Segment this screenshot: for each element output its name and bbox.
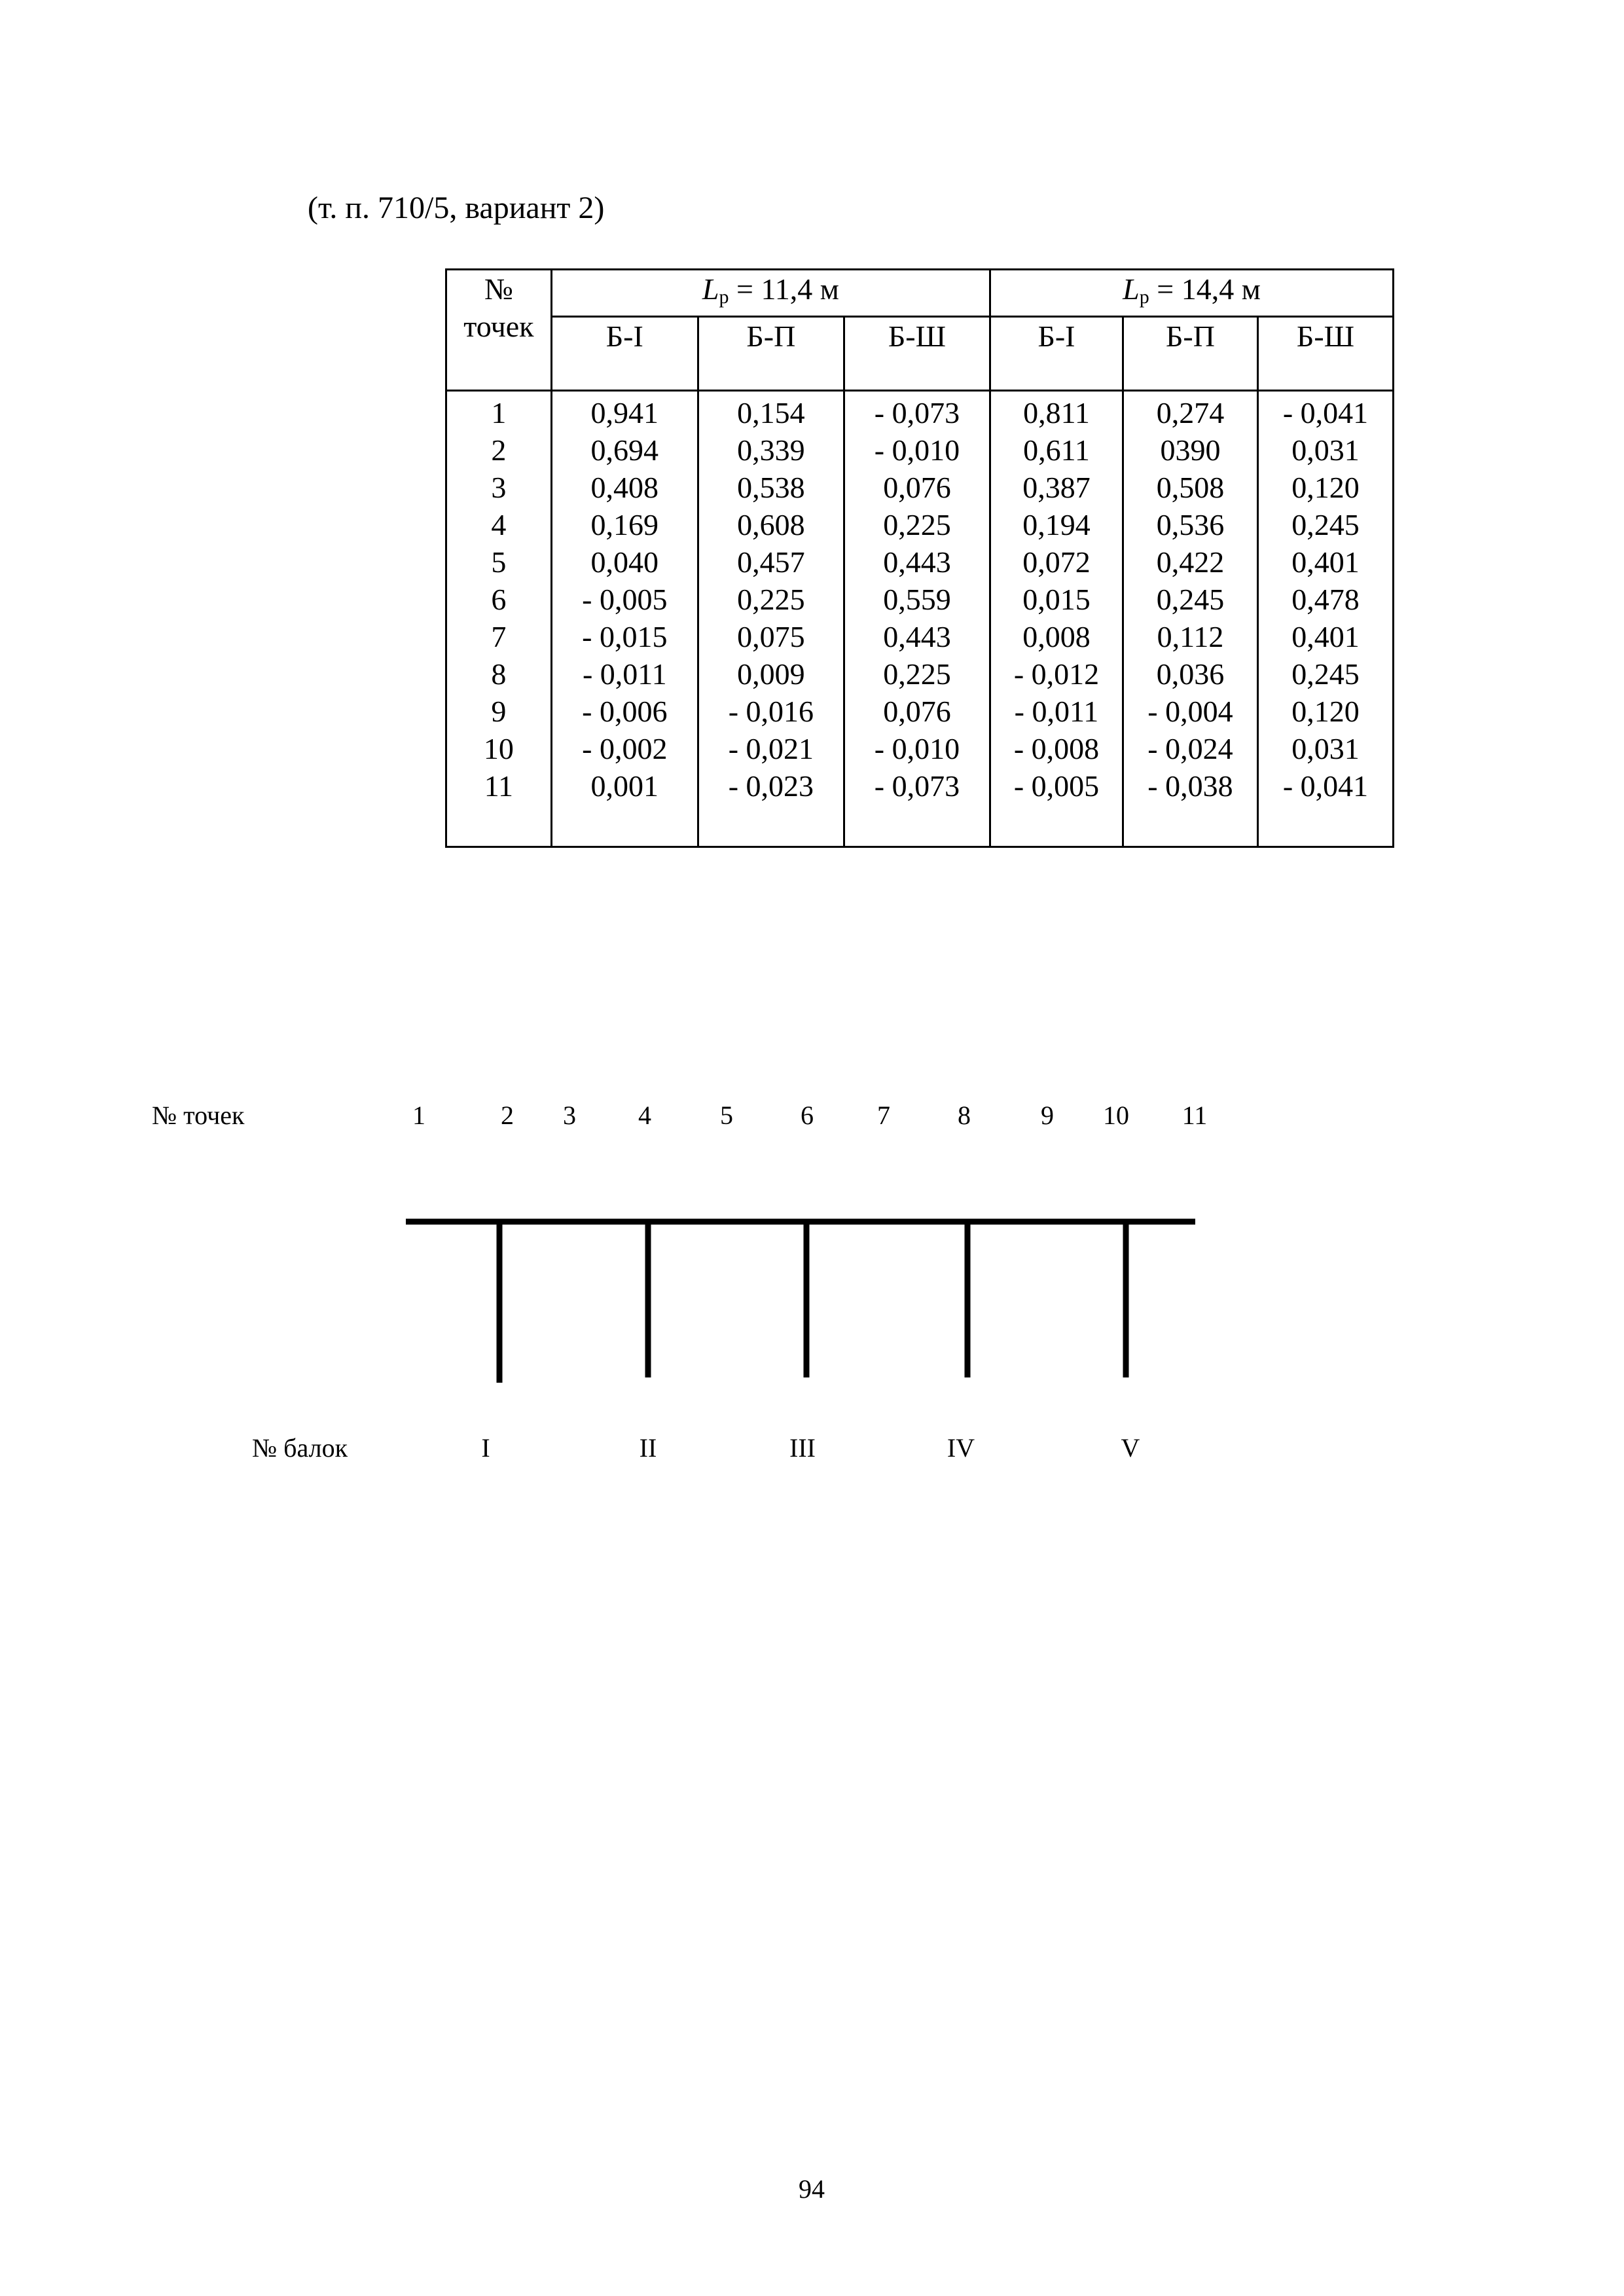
points-label: № точек — [152, 1101, 245, 1130]
point-number: 8 — [491, 657, 507, 691]
table-cell: - 0,041 — [1282, 769, 1369, 803]
point-number-label: 5 — [720, 1101, 733, 1130]
beam-name-label: V — [1121, 1433, 1140, 1463]
table-cell: 0,508 — [1156, 471, 1225, 504]
subheader: Б-Ш — [1257, 317, 1393, 391]
table-cell: - 0,005 — [1013, 769, 1100, 803]
table-cell: 0,040 — [590, 545, 659, 579]
table-cell: 0,072 — [1022, 545, 1091, 579]
table-cell: 0,443 — [883, 545, 951, 579]
table-cell: - 0,016 — [728, 695, 814, 728]
table-cell: - 0,038 — [1147, 769, 1233, 803]
point-number: 4 — [491, 508, 507, 541]
table-cell: 0,274 — [1156, 396, 1225, 429]
table-cell: 0,339 — [737, 433, 805, 467]
subheader: Б-П — [1123, 317, 1257, 391]
beams-label: № балок — [252, 1433, 348, 1463]
table-cell: - 0,073 — [874, 769, 960, 803]
table-cell: 0,422 — [1156, 545, 1225, 579]
subheader: Б-Ш — [844, 317, 990, 391]
subheader: Б-I — [551, 317, 698, 391]
table-cell: 0,008 — [1022, 620, 1091, 653]
table-cell: 0,387 — [1022, 471, 1091, 504]
table-cell: - 0,004 — [1147, 695, 1233, 728]
table-cell: 0,076 — [883, 471, 951, 504]
table-cell: 0,245 — [1156, 583, 1225, 616]
table-cell: 0,408 — [590, 471, 659, 504]
table-cell: 0390 — [1160, 433, 1221, 467]
point-number-label: 8 — [958, 1101, 971, 1130]
table-cell: 0,031 — [1291, 732, 1360, 765]
table-cell: 0,941 — [590, 396, 659, 429]
table-cell: 0,120 — [1291, 471, 1360, 504]
table-cell: 0,076 — [883, 695, 951, 728]
table-cell: - 0,023 — [728, 769, 814, 803]
table-cell: 0,075 — [737, 620, 805, 653]
beam-name-label: III — [789, 1433, 816, 1463]
table-cell: 0,536 — [1156, 508, 1225, 541]
point-number-label: 2 — [501, 1101, 514, 1130]
point-number: 10 — [483, 732, 514, 765]
table-cell: 0,015 — [1022, 583, 1091, 616]
table-cell: 0,443 — [883, 620, 951, 653]
point-number-label: 6 — [801, 1101, 814, 1130]
point-number-label: 1 — [412, 1101, 425, 1130]
point-number: 6 — [491, 583, 507, 616]
point-number-label: 7 — [877, 1101, 890, 1130]
point-number: 2 — [491, 433, 507, 467]
table-cell: 0,001 — [590, 769, 659, 803]
beam-name-label: I — [481, 1433, 490, 1463]
table-cell: 0,245 — [1291, 508, 1360, 541]
table-cell: - 0,011 — [582, 657, 667, 691]
table-cell: 0,611 — [1023, 433, 1090, 467]
point-number: 1 — [491, 396, 507, 429]
point-number: 11 — [484, 769, 514, 803]
table-cell: 0,457 — [737, 545, 805, 579]
page-number: 94 — [799, 2174, 825, 2204]
table-cell: - 0,002 — [582, 732, 668, 765]
subheader: Б-I — [990, 317, 1123, 391]
table-cell: 0,120 — [1291, 695, 1360, 728]
table-cell: 0,169 — [590, 508, 659, 541]
table-cell: - 0,011 — [1014, 695, 1099, 728]
point-number: 9 — [491, 695, 507, 728]
point-number: 7 — [491, 620, 507, 653]
table-cell: 0,112 — [1157, 620, 1224, 653]
beam-name-label: II — [639, 1433, 657, 1463]
table-cell: 0,559 — [883, 583, 951, 616]
points-header: № точек — [446, 270, 552, 391]
table-cell: 0,478 — [1291, 583, 1360, 616]
table-cell: 0,009 — [737, 657, 805, 691]
point-number-label: 10 — [1103, 1101, 1129, 1130]
point-number: 3 — [491, 471, 507, 504]
point-number-label: 4 — [638, 1101, 651, 1130]
table-cell: - 0,010 — [874, 732, 960, 765]
table-cell: - 0,015 — [582, 620, 668, 653]
group-header-2: $L_р = 14,4$ м — [990, 270, 1394, 317]
subheader: Б-П — [698, 317, 844, 391]
table-cell: 0,225 — [883, 657, 951, 691]
table-cell: - 0,008 — [1013, 732, 1100, 765]
table-cell: - 0,021 — [728, 732, 814, 765]
table-cell: - 0,006 — [582, 695, 668, 728]
table-cell: 0,401 — [1291, 545, 1360, 579]
group-header-1: $L_р = 11,4$ м — [551, 270, 990, 317]
point-number: 5 — [491, 545, 507, 579]
table-cell: 0,154 — [737, 396, 805, 429]
table-cell: 0,694 — [590, 433, 659, 467]
table-cell: - 0,010 — [874, 433, 960, 467]
table-cell: 0,608 — [737, 508, 805, 541]
table-cell: 0,031 — [1291, 433, 1360, 467]
beam-name-label: IV — [947, 1433, 975, 1463]
table-cell: 0,036 — [1156, 657, 1225, 691]
table-cell: - 0,012 — [1013, 657, 1100, 691]
table-cell: - 0,041 — [1282, 396, 1369, 429]
table-cell: - 0,073 — [874, 396, 960, 429]
point-number-label: 3 — [563, 1101, 576, 1130]
table-cell: - 0,024 — [1147, 732, 1233, 765]
table-cell: 0,538 — [737, 471, 805, 504]
table-cell: 0,401 — [1291, 620, 1360, 653]
table-cell: 0,194 — [1022, 508, 1091, 541]
point-number-label: 9 — [1041, 1101, 1054, 1130]
table-cell: - 0,005 — [582, 583, 668, 616]
point-number-label: 11 — [1182, 1101, 1208, 1130]
table-cell: 0,225 — [883, 508, 951, 541]
table-cell: 0,811 — [1023, 396, 1090, 429]
caption: (т. п. 710/5, вариант 2) — [308, 191, 605, 225]
table-cell: 0,245 — [1291, 657, 1360, 691]
table-cell: 0,225 — [737, 583, 805, 616]
